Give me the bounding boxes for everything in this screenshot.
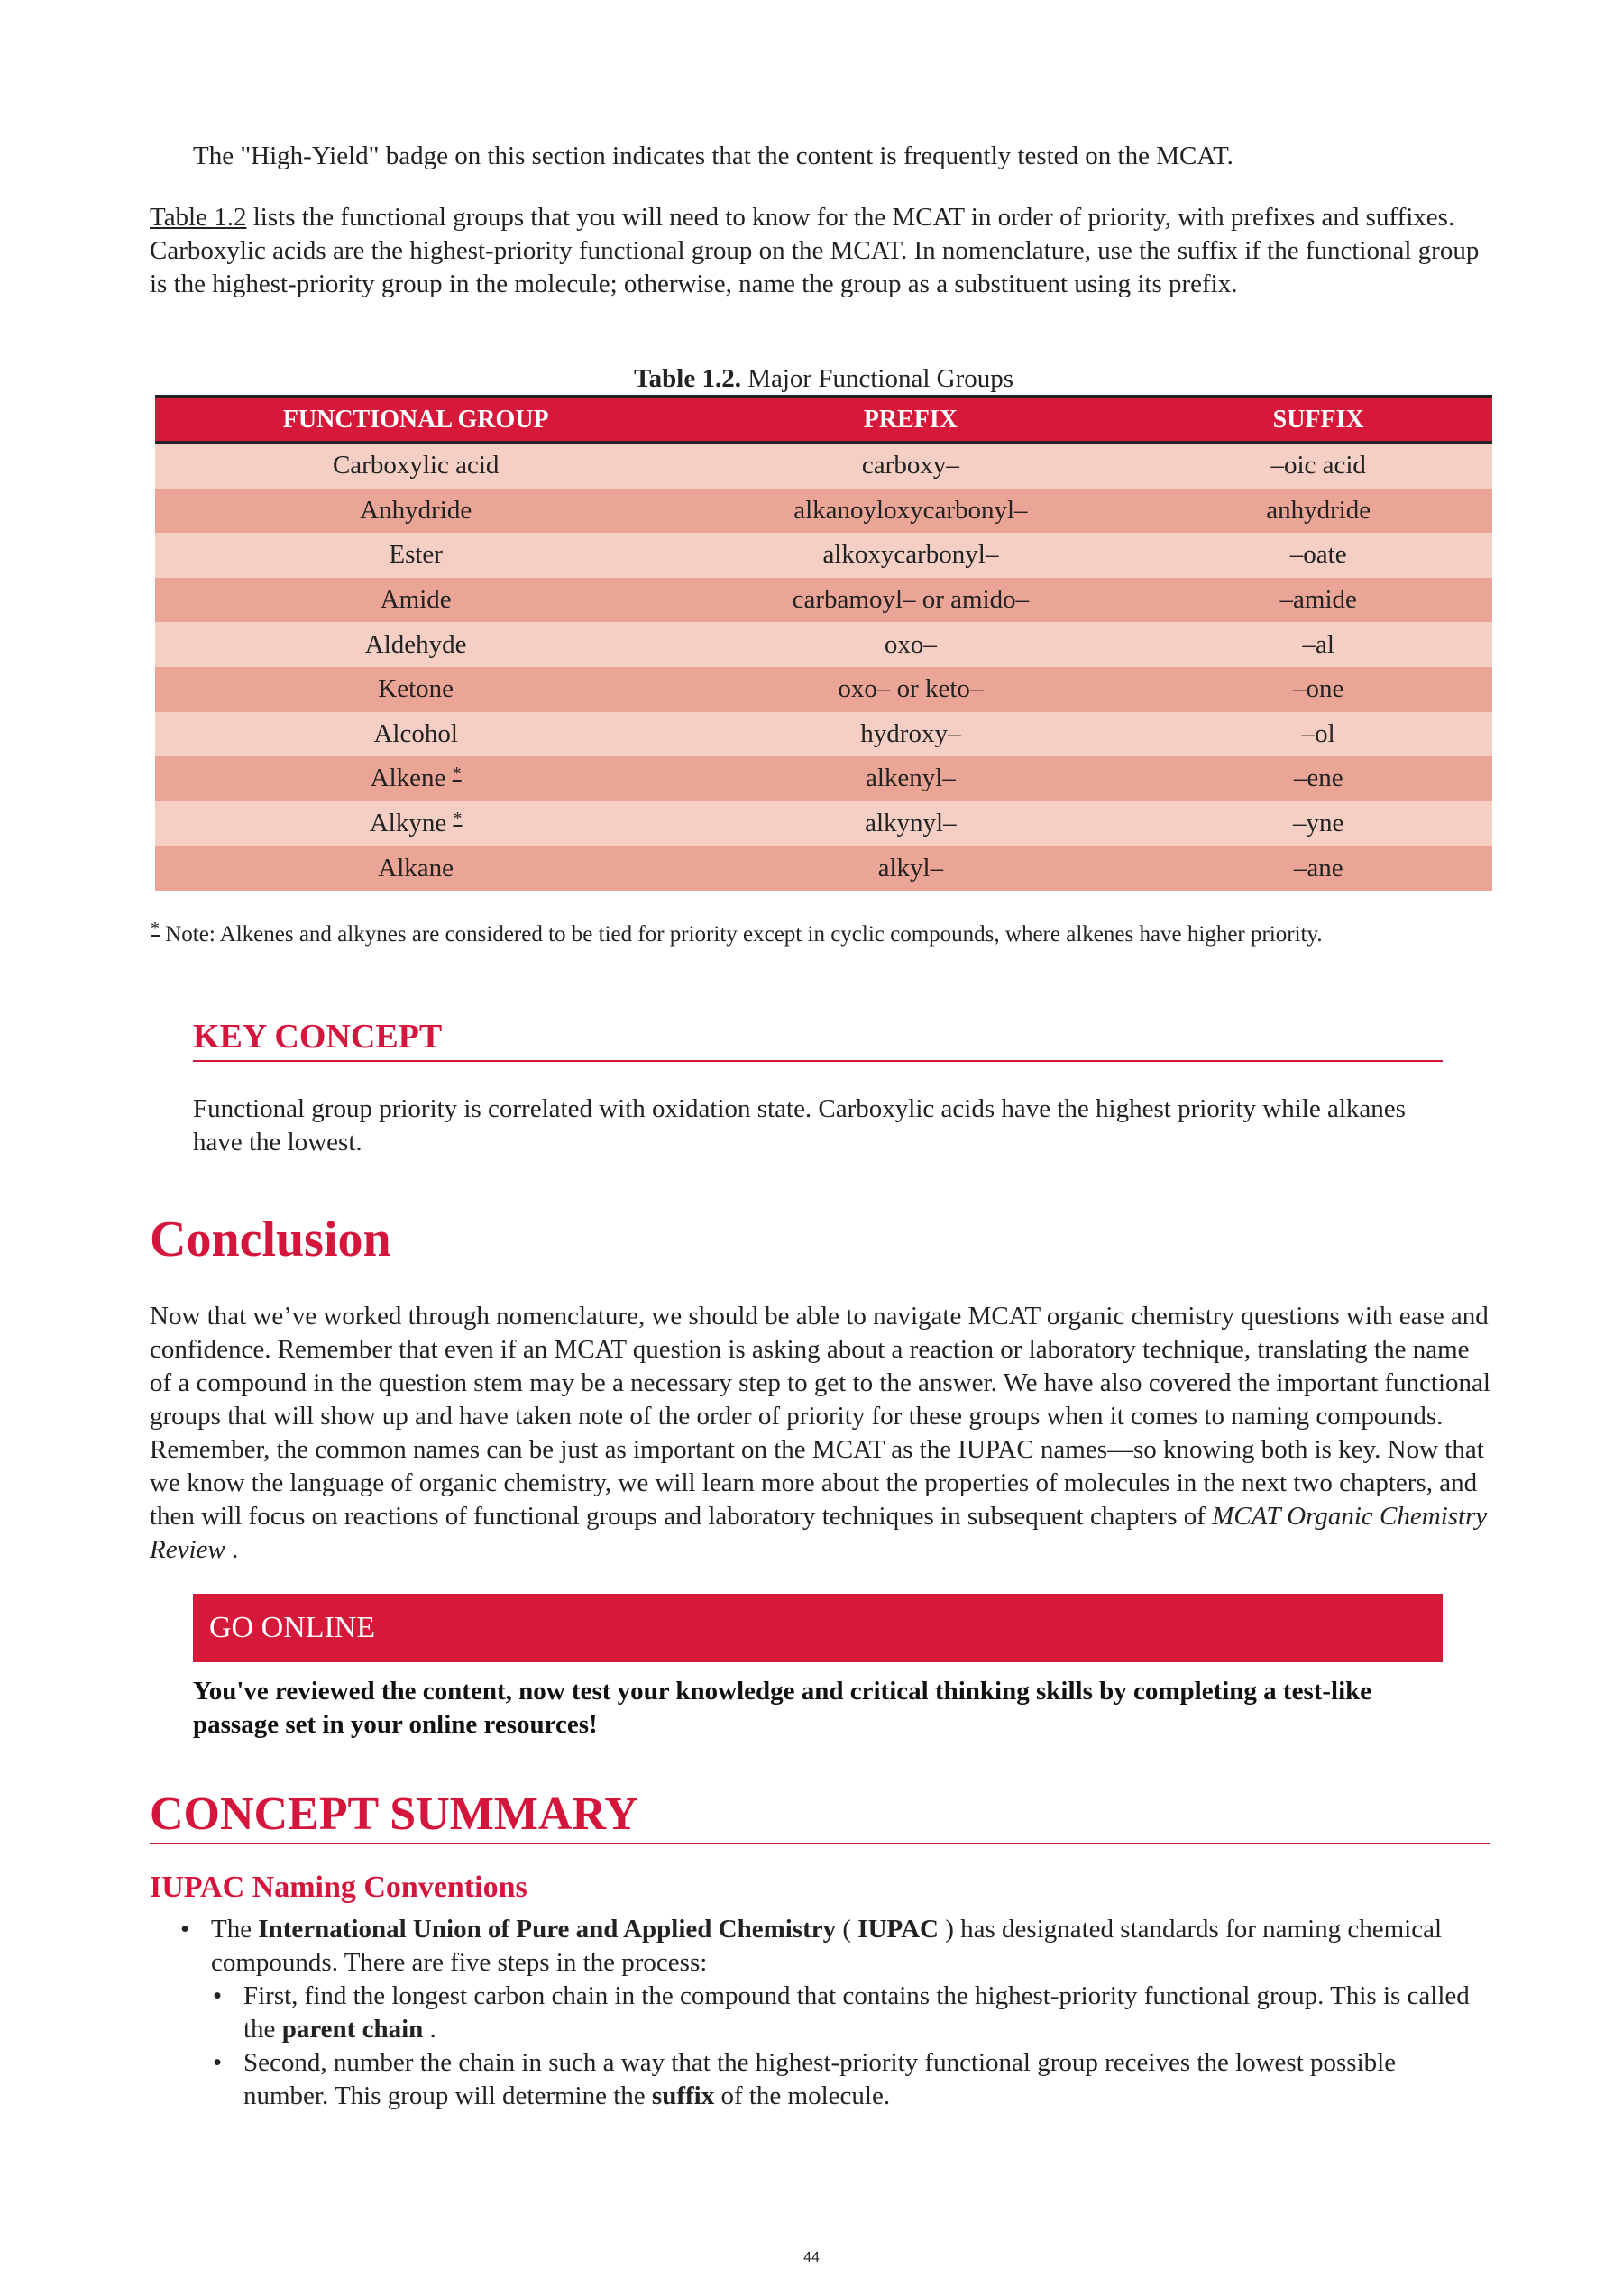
list-item: • First, find the longest carbon chain in the compound that contains the highest-priority functional group. This is called the parent chain . (243, 1980, 1473, 2046)
table-caption (155, 362, 1492, 395)
table-link[interactable]: Table 1.2 (150, 203, 247, 232)
iupac-subheading: IUPAC Naming Conventions (150, 1871, 527, 1904)
note-mark: * (151, 919, 160, 938)
cell-prefix: carboxy– (861, 451, 959, 480)
paragraph-text: lists the functional groups that you will need to know for the MCAT in order of priority, with prefixes and suffixes. Carboxylic acids are the highest-priority functional group on the MCAT. In nomenclature, use the suffix if the functional group is the highest-priority group in the molecule; otherwise, name the group as a substituent using its prefix. (150, 203, 1480, 298)
concept-summary-heading: CONCEPT SUMMARY (150, 1787, 1490, 1844)
list-item: • Second, number the chain in such a way that the highest-priority functional group receives the lowest possible number. This group will determine the suffix of the molecule. (243, 2046, 1473, 2113)
header-functional-group: FUNCTIONAL GROUP (282, 405, 549, 434)
cell-suffix: anhydride (1266, 495, 1371, 525)
cell-functional-group: Alcohol (373, 718, 458, 748)
note-text: Note: Alkenes and alkynes are considered to be tied for priority except in cyclic compounds, where alkenes have higher priority. (160, 922, 1323, 947)
table-row (155, 489, 1492, 534)
cell-functional-group: Carboxylic acid (332, 451, 500, 480)
conclusion-end: . (225, 1535, 239, 1564)
cell-suffix: –yne (1293, 809, 1344, 838)
cell-functional-group: Ester (389, 540, 443, 570)
table-note (151, 919, 1485, 949)
cell-prefix: alkanoyloxycarbonyl– (793, 495, 1028, 525)
table-row (155, 667, 1492, 712)
header-prefix: PREFIX (863, 405, 958, 434)
conclusion-text: Now that we’ve worked through nomenclature, we should be able to navigate MCAT organic chemistry questions with ease and confidence. Remember that even if an MCAT question is asking about a reaction or laboratory technique, translating the name of a compound in the question stem may be a necessary step to get to the answer. We have also covered the important functional groups that will show up and have taken note of the order of priority for these groups when it comes to naming compounds. Remember, the common names can be just as important on the MCAT as the IUPAC names—so knowing both is key. Now that we know the language of organic chemistry, we will learn more about the properties of molecules in the next two chapters, and then will focus on reactions of functional groups and laboratory techniques in subsequent chapters of (150, 1302, 1490, 1531)
cell-prefix: alkyl– (877, 853, 944, 883)
cell-functional-group: Alkyne * (369, 809, 463, 838)
table-header-row (155, 397, 1492, 443)
cell-suffix: –one (1293, 674, 1344, 704)
cell-suffix: –ene (1293, 764, 1343, 793)
cell-functional-group: Alkane (378, 853, 454, 883)
caption-label: Table 1.2. (633, 364, 741, 393)
go-online-title: GO ONLINE (209, 1611, 376, 1644)
go-online-banner (193, 1594, 1443, 1662)
intro-paragraph: The "High-Yield" badge on this section indicates that the content is frequently tested on the MCAT. (193, 142, 1233, 170)
footnote-mark: * (452, 764, 462, 784)
functional-groups-table (155, 362, 1492, 891)
caption-text: Major Functional Groups (740, 364, 1014, 393)
cell-prefix: alkoxycarbonyl– (822, 540, 999, 570)
cell-suffix: –al (1302, 629, 1334, 659)
page-number: 44 (803, 2250, 820, 2265)
table-row (155, 578, 1492, 623)
go-online-text: You've reviewed the content, now test your knowledge and critical thinking skills by completing a test-like passage set in your online resources! (193, 1677, 1372, 1739)
cell-functional-group: Alkene * (370, 764, 462, 793)
table-row (155, 756, 1492, 801)
table-row (155, 443, 1492, 489)
cell-suffix: –oate (1289, 540, 1347, 570)
key-concept-heading: KEY CONCEPT (193, 1015, 1443, 1062)
cell-suffix: –ane (1293, 853, 1343, 883)
cell-suffix: –oic acid (1270, 451, 1366, 480)
table-row (155, 846, 1492, 891)
cell-suffix: –amide (1279, 585, 1357, 615)
sub-list (243, 1980, 1473, 2113)
cell-suffix: –ol (1301, 718, 1335, 748)
list-item: • The International Union of Pure and Applied Chemistry ( IUPAC ) has designated standards for naming chemical compounds. There are five steps in the process: • First, find the longest carbon chain in the compound that contains the highest-priority functional group. This is called the parent chain . • Second, number the chain in such a way that the highest-priority functional group receives the lowest possible number. This group will determine the suffix of the molecule. (211, 1913, 1473, 2113)
footnote-mark: * (453, 809, 463, 829)
table-row (155, 622, 1492, 667)
book-title: MCAT Organic Chemistry Review (150, 1502, 1488, 1564)
cell-functional-group: Aldehyde (364, 629, 467, 659)
table-row (155, 712, 1492, 757)
cell-prefix: alkynyl– (865, 809, 957, 838)
conclusion-heading: Conclusion (150, 1212, 391, 1267)
key-concept-text: Functional group priority is correlated with oxidation state. Carboxylic acids have the highest priority while alkanes have the lowest. (193, 1094, 1406, 1157)
cell-functional-group: Amide (380, 585, 452, 615)
table-row (155, 533, 1492, 578)
cell-functional-group: Ketone (378, 674, 454, 704)
table-intro-paragraph (150, 201, 1493, 301)
cell-functional-group: Anhydride (360, 495, 472, 525)
cell-prefix: oxo– or keto– (838, 674, 984, 704)
conclusion-paragraph (150, 1300, 1493, 1567)
cell-prefix: carbamoyl– or amido– (792, 585, 1030, 615)
cell-prefix: hydroxy– (860, 718, 961, 748)
table-row (155, 801, 1492, 846)
header-suffix: SUFFIX (1272, 405, 1364, 434)
cell-prefix: alkenyl– (865, 764, 956, 793)
summary-list (211, 1913, 1473, 2113)
cell-prefix: oxo– (884, 629, 937, 659)
